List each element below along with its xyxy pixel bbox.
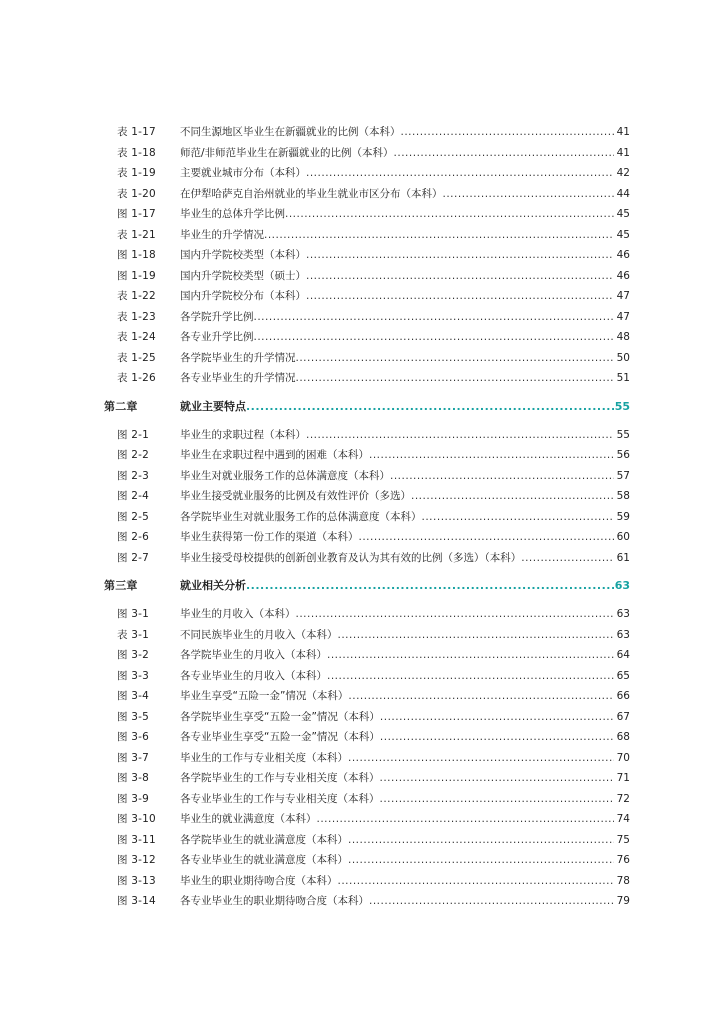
toc-entry-label: 图 1-17 xyxy=(117,208,156,220)
toc-leader-dots xyxy=(380,789,615,809)
toc-leader-dots xyxy=(327,645,614,665)
toc-entry-label: 表 1-25 xyxy=(117,351,156,364)
toc-entry-title: 各学院毕业生对就业服务工作的总体满意度（本科） xyxy=(180,510,422,523)
toc-entry-title-wrap xyxy=(180,707,614,727)
toc-page-number: 46 xyxy=(616,249,630,261)
toc-entry-title-wrap xyxy=(180,445,614,465)
toc-entry-label: 表 1-17 xyxy=(117,126,156,138)
toc-leader-dots xyxy=(306,286,614,306)
toc-page-number: 50 xyxy=(616,351,630,364)
toc-page-number: 41 xyxy=(616,126,630,138)
toc-entry[interactable] xyxy=(0,809,724,829)
toc-entry-label: 图 3-7 xyxy=(117,751,149,764)
toc-entry-title-wrap xyxy=(180,122,614,142)
toc-entry-title-wrap xyxy=(180,184,614,204)
toc-entry[interactable] xyxy=(0,548,724,568)
toc-entry[interactable] xyxy=(0,163,724,183)
toc-entry-label: 图 1-18 xyxy=(117,249,156,261)
toc-leader-dots xyxy=(348,830,614,850)
toc-page-number: 71 xyxy=(616,772,630,784)
toc-entry-title-wrap xyxy=(180,686,614,706)
toc-entry-title: 各学院毕业生的月收入（本科） xyxy=(180,649,327,661)
toc-page-number: 75 xyxy=(616,833,630,846)
toc-entry-title: 毕业生对就业服务工作的总体满意度（本科） xyxy=(180,469,390,482)
toc-leader-dots xyxy=(317,809,615,829)
toc-entry[interactable] xyxy=(0,666,724,686)
toc-entry-title: 毕业生的月收入（本科） xyxy=(180,608,296,620)
toc-page-number: 55 xyxy=(616,428,630,441)
toc-leader-dots xyxy=(306,163,614,183)
toc-leader-dots xyxy=(348,686,614,706)
toc-entry[interactable] xyxy=(0,466,724,486)
toc-entry-label: 图 3-13 xyxy=(117,874,156,887)
toc-entry-label: 图 2-3 xyxy=(117,469,149,482)
toc-entry-title: 各学院升学比例 xyxy=(180,310,254,323)
toc-entry-label: 表 1-20 xyxy=(117,187,156,200)
toc-page-number: 63 xyxy=(616,608,630,620)
toc-page-number: 72 xyxy=(616,792,630,805)
toc-entry-title-wrap xyxy=(180,143,614,163)
toc-leader-dots xyxy=(296,348,615,368)
toc-page-number: 79 xyxy=(616,895,630,907)
toc-entry-title: 毕业生的工作与专业相关度（本科） xyxy=(180,751,348,764)
toc-leader-dots xyxy=(443,184,615,204)
toc-page-number: 45 xyxy=(616,208,630,220)
toc-leader-dots xyxy=(521,548,614,568)
toc-entry[interactable] xyxy=(0,748,724,768)
toc-entry-title-wrap xyxy=(180,576,614,596)
toc-entry-label: 图 2-2 xyxy=(117,449,149,461)
toc-entry-title: 各学院毕业生的工作与专业相关度（本科） xyxy=(180,772,380,784)
toc-entry-title-wrap xyxy=(180,466,614,486)
toc-entry[interactable] xyxy=(0,850,724,870)
toc-entry[interactable] xyxy=(0,727,724,747)
toc-entry-label: 图 3-14 xyxy=(117,895,156,907)
toc-entry-title: 各专业毕业生的职业期待吻合度（本科） xyxy=(180,895,369,907)
toc-page-number: 45 xyxy=(616,228,630,241)
toc-entry-title: 各学院毕业生的升学情况 xyxy=(180,351,296,364)
toc-entry[interactable] xyxy=(0,286,724,306)
toc-entry-label: 图 2-4 xyxy=(117,490,149,502)
toc-entry-title-wrap xyxy=(180,666,614,686)
toc-entry[interactable] xyxy=(0,425,724,445)
toc-entry-title-wrap xyxy=(180,604,614,624)
toc-leader-dots xyxy=(422,507,615,527)
toc-leader-dots xyxy=(359,527,615,547)
toc-page-number: 76 xyxy=(616,854,630,866)
toc-entry-title-wrap xyxy=(180,748,614,768)
toc-entry-title: 国内升学院校类型（硕士） xyxy=(180,269,306,282)
toc-page-number: 51 xyxy=(616,372,630,384)
toc-entry-title-wrap xyxy=(180,425,614,445)
toc-page-number: 58 xyxy=(616,490,630,502)
toc-entry[interactable] xyxy=(0,527,724,547)
toc-entry-title: 各专业升学比例 xyxy=(180,331,254,343)
toc-leader-dots xyxy=(306,266,614,286)
toc-leader-dots xyxy=(411,486,614,506)
toc-entry[interactable] xyxy=(0,768,724,788)
toc-leader-dots xyxy=(380,727,614,747)
toc-entry-label: 图 3-2 xyxy=(117,649,149,661)
toc-entry-title: 毕业生接受母校提供的创新创业教育及认为其有效的比例（多选）（本科） xyxy=(180,551,522,564)
toc-leader-dots xyxy=(285,204,614,224)
toc-page-number: 44 xyxy=(616,187,630,200)
toc-leader-dots xyxy=(254,327,615,347)
toc-leader-dots xyxy=(338,625,615,645)
toc-entry-title: 国内升学院校类型（本科） xyxy=(180,249,306,261)
toc-page-number: 41 xyxy=(616,146,630,159)
toc-entry-title-wrap xyxy=(180,548,614,568)
toc-entry-label: 图 1-19 xyxy=(117,269,156,282)
toc-entry[interactable] xyxy=(0,204,724,224)
toc-entry-label: 图 3-10 xyxy=(117,813,156,825)
toc-entry-label: 图 2-5 xyxy=(117,510,149,523)
toc-entry-title: 就业主要特点 xyxy=(180,399,246,413)
toc-entry[interactable] xyxy=(0,184,724,204)
toc-entry-title: 各学院毕业生享受“五险一金”情况（本科） xyxy=(180,710,380,723)
toc-entry-title-wrap xyxy=(180,507,614,527)
toc-page-number: 61 xyxy=(616,551,630,564)
toc-entry-label: 图 3-11 xyxy=(117,833,156,846)
toc-entry-label: 表 1-23 xyxy=(117,310,156,323)
toc-entry[interactable] xyxy=(0,307,724,327)
toc-page-number: 42 xyxy=(616,167,630,179)
toc-entry-label: 图 2-6 xyxy=(117,531,149,543)
toc-entry[interactable] xyxy=(0,707,724,727)
toc-entry[interactable] xyxy=(0,604,724,624)
toc-entry-label: 图 2-7 xyxy=(117,551,149,564)
toc-page-number: 48 xyxy=(616,331,630,343)
toc-entry-title-wrap xyxy=(180,768,614,788)
toc-entry-title: 就业相关分析 xyxy=(180,579,246,592)
toc-entry-title: 毕业生的就业满意度（本科） xyxy=(180,813,317,825)
toc-entry-title-wrap xyxy=(180,368,614,388)
toc-page-number: 66 xyxy=(616,690,630,702)
toc-entry-title: 师范/非师范毕业生在新疆就业的比例（本科） xyxy=(180,146,394,159)
toc-page-number: 64 xyxy=(616,649,630,661)
toc-entry-title: 在伊犁哈萨克自治州就业的毕业生就业市区分布（本科） xyxy=(180,187,443,200)
toc-entry-title-wrap xyxy=(180,397,614,417)
toc-entry-title-wrap xyxy=(180,871,614,891)
toc-entry-title: 各专业毕业生的月收入（本科） xyxy=(180,669,327,682)
toc-leader-dots xyxy=(246,397,614,417)
toc-leader-dots xyxy=(246,576,614,596)
toc-page-number: 74 xyxy=(616,813,630,825)
toc-entry-label: 表 1-19 xyxy=(117,167,156,179)
toc-entry-title: 毕业生享受“五险一金”情况（本科） xyxy=(180,690,349,702)
toc-entry-title: 各专业毕业生享受“五险一金”情况（本科） xyxy=(180,731,380,743)
toc-entry-title-wrap xyxy=(180,307,614,327)
toc-entry[interactable] xyxy=(0,327,724,347)
toc-entry-title: 毕业生在求职过程中遇到的困难（本科） xyxy=(180,449,369,461)
toc-entry-label: 图 3-6 xyxy=(117,731,149,743)
toc-page-number: 68 xyxy=(616,731,630,743)
toc-leader-dots xyxy=(390,466,614,486)
toc-entry-title: 各专业毕业生的升学情况 xyxy=(180,372,296,384)
toc-entry-title: 毕业生接受就业服务的比例及有效性评价（多选） xyxy=(180,490,411,502)
toc-entry-title: 毕业生的总体升学比例 xyxy=(180,208,285,220)
toc-entry[interactable] xyxy=(0,225,724,245)
toc-page-number: 47 xyxy=(616,310,630,323)
toc-page-number: 47 xyxy=(616,290,630,302)
toc-page-number: 46 xyxy=(616,269,630,282)
toc-entry-label: 表 3-1 xyxy=(117,628,149,641)
toc-entry[interactable] xyxy=(0,871,724,891)
toc-entry[interactable] xyxy=(0,445,724,465)
toc-entry-title: 主要就业城市分布（本科） xyxy=(180,167,306,179)
toc-entry-label: 图 3-4 xyxy=(117,690,149,702)
toc-leader-dots xyxy=(296,604,615,624)
toc-entry[interactable] xyxy=(0,368,724,388)
toc-entry-label: 表 1-21 xyxy=(117,228,156,241)
toc-entry-title: 不同民族毕业生的月收入（本科） xyxy=(180,628,338,641)
toc-entry-title-wrap xyxy=(180,266,614,286)
toc-page-number: 60 xyxy=(616,531,630,543)
toc-entry-label: 图 3-1 xyxy=(117,608,149,620)
toc-leader-dots xyxy=(338,871,615,891)
toc-entry[interactable] xyxy=(0,891,724,911)
toc-page-number: 67 xyxy=(616,710,630,723)
toc-entry-label: 图 3-12 xyxy=(117,854,156,866)
toc-entry[interactable] xyxy=(0,645,724,665)
toc-entry[interactable] xyxy=(0,686,724,706)
toc-entry-title-wrap xyxy=(180,727,614,747)
toc-page-number: 55 xyxy=(614,399,630,413)
toc-entry-title: 各专业毕业生的就业满意度（本科） xyxy=(180,854,348,866)
toc-entry-title: 毕业生的升学情况 xyxy=(180,228,264,241)
toc-entry-label: 图 2-1 xyxy=(117,428,149,441)
toc-leader-dots xyxy=(348,850,614,870)
toc-entry-title-wrap xyxy=(180,809,614,829)
toc-entry-title-wrap xyxy=(180,204,614,224)
toc-leader-dots xyxy=(327,666,614,686)
toc-entry[interactable] xyxy=(0,245,724,265)
toc-entry-label: 表 1-22 xyxy=(117,290,156,302)
toc-leader-dots xyxy=(348,748,614,768)
toc-page-number: 63 xyxy=(614,579,630,592)
toc-page-number: 56 xyxy=(616,449,630,461)
toc-entry-title: 毕业生的求职过程（本科） xyxy=(180,428,306,441)
toc-entry-title-wrap xyxy=(180,225,614,245)
toc-entry-title-wrap xyxy=(180,286,614,306)
toc-entry-title: 各学院毕业生的就业满意度（本科） xyxy=(180,833,348,846)
toc-entry-title-wrap xyxy=(180,348,614,368)
toc-entry-label: 图 3-5 xyxy=(117,710,149,723)
toc-leader-dots xyxy=(254,307,615,327)
toc-entry-label: 表 1-18 xyxy=(117,146,156,159)
toc-leader-dots xyxy=(394,143,614,163)
toc-entry-label: 第二章 xyxy=(104,399,138,413)
toc-page-number: 78 xyxy=(616,874,630,887)
toc-entry-title: 各专业毕业生的工作与专业相关度（本科） xyxy=(180,792,380,805)
toc-page-number: 70 xyxy=(616,751,630,764)
toc-entry-title-wrap xyxy=(180,327,614,347)
toc-entry[interactable] xyxy=(0,143,724,163)
toc-leader-dots xyxy=(296,368,615,388)
toc-entry-title-wrap xyxy=(180,850,614,870)
toc-leader-dots xyxy=(264,225,614,245)
toc-leader-dots xyxy=(380,707,614,727)
toc-page-number: 59 xyxy=(616,510,630,523)
toc-entry-title-wrap xyxy=(180,645,614,665)
toc-entry-label: 第三章 xyxy=(104,579,138,592)
toc-page-number: 65 xyxy=(616,669,630,682)
toc-entry-label: 图 3-8 xyxy=(117,772,149,784)
toc-leader-dots xyxy=(306,425,614,445)
toc-leader-dots xyxy=(401,122,615,142)
toc-entry-title: 毕业生获得第一份工作的渠道（本科） xyxy=(180,531,359,543)
toc-entry-label: 表 1-24 xyxy=(117,331,156,343)
toc-leader-dots xyxy=(369,891,614,911)
toc-entry-title-wrap xyxy=(180,789,614,809)
toc-entry-title: 不同生源地区毕业生在新疆就业的比例（本科） xyxy=(180,126,401,138)
toc-page-number: 63 xyxy=(616,628,630,641)
toc-entry[interactable] xyxy=(0,625,724,645)
toc-entry[interactable] xyxy=(0,486,724,506)
toc-entry-title-wrap xyxy=(180,527,614,547)
toc-entry-label: 表 1-26 xyxy=(117,372,156,384)
toc-entry[interactable] xyxy=(0,348,724,368)
toc-entry[interactable] xyxy=(0,830,724,850)
toc-entry-title: 国内升学院校分布（本科） xyxy=(180,290,306,302)
toc-leader-dots xyxy=(369,445,614,465)
toc-entry-title-wrap xyxy=(180,891,614,911)
toc-page-number: 57 xyxy=(616,469,630,482)
toc-entry-label: 图 3-3 xyxy=(117,669,149,682)
toc-leader-dots xyxy=(306,245,614,265)
toc-chapter-entry[interactable] xyxy=(0,397,724,417)
toc-entry-title-wrap xyxy=(180,625,614,645)
toc-entry[interactable] xyxy=(0,266,724,286)
toc-entry-title-wrap xyxy=(180,163,614,183)
toc-entry-title: 毕业生的职业期待吻合度（本科） xyxy=(180,874,338,887)
toc-chapter-entry[interactable] xyxy=(0,576,724,596)
toc-entry-title-wrap xyxy=(180,245,614,265)
toc-leader-dots xyxy=(380,768,615,788)
toc-entry[interactable] xyxy=(0,507,724,527)
toc-entry[interactable] xyxy=(0,789,724,809)
toc-entry-title-wrap xyxy=(180,830,614,850)
toc-entry[interactable] xyxy=(0,122,724,142)
toc-entry-label: 图 3-9 xyxy=(117,792,149,805)
toc-entry-title-wrap xyxy=(180,486,614,506)
